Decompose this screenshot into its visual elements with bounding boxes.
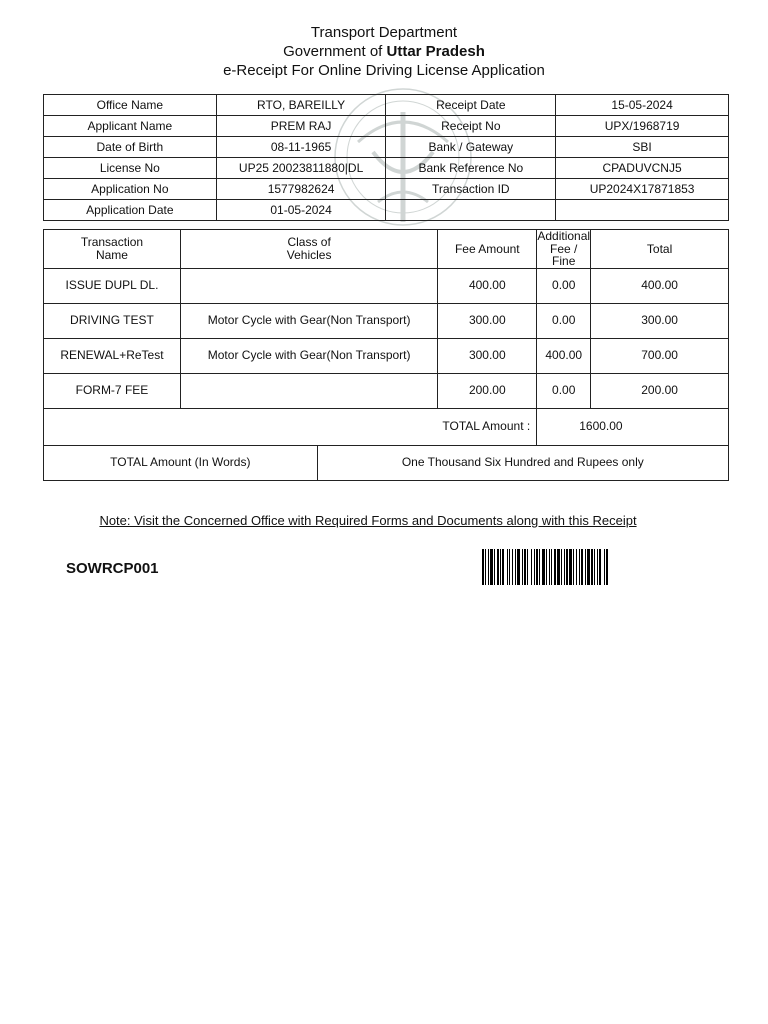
total-words-label: TOTAL Amount (In Words): [44, 445, 318, 480]
info-row: [44, 158, 729, 179]
info-label: Receipt No: [386, 116, 556, 137]
fee-row: [44, 373, 729, 408]
receipt-title: e-Receipt For Online Driving License Application: [223, 62, 545, 79]
fee-row: [44, 338, 729, 373]
total-amount-value: 1600.00: [537, 408, 729, 445]
row-total: 400.00: [591, 268, 729, 303]
vehicle-class: Motor Cycle with Gear(Non Transport): [180, 303, 437, 338]
transaction-name: DRIVING TEST: [44, 303, 181, 338]
fee-amount: 300.00: [438, 338, 537, 373]
info-value: 08-11-1965: [216, 137, 386, 158]
info-value: UP25 20023811880|DL: [216, 158, 386, 179]
info-label: Office Name: [44, 95, 217, 116]
header-additional-fee: Additional Fee / Fine: [537, 229, 591, 269]
additional-fee: 0.00: [537, 373, 591, 408]
info-row: [44, 95, 729, 116]
total-words-value: One Thousand Six Hundred and Rupees only: [317, 445, 728, 480]
info-label: [386, 200, 556, 221]
total-amount-row: [44, 408, 729, 445]
header-total: Total: [591, 230, 729, 269]
info-value: 01-05-2024: [216, 200, 386, 221]
total-amount-label: TOTAL Amount :: [44, 408, 537, 445]
vehicle-class: [180, 268, 437, 303]
info-value: UP2024X17871853: [556, 179, 729, 200]
office-visit-note: Note: Visit the Concerned Office with Required Forms and Documents along with this Receipt: [99, 513, 637, 528]
info-label: Bank / Gateway: [386, 137, 556, 158]
info-value: SBI: [556, 137, 729, 158]
vehicle-class: Motor Cycle with Gear(Non Transport): [180, 338, 437, 373]
info-value: UPX/1968719: [556, 116, 729, 137]
transaction-name: FORM-7 FEE: [44, 373, 181, 408]
info-label: Applicant Name: [44, 116, 217, 137]
info-label: Date of Birth: [44, 137, 217, 158]
header-transaction-name: Transaction Name: [44, 230, 181, 269]
applicant-info-table: [43, 94, 729, 221]
info-value: 15-05-2024: [556, 95, 729, 116]
info-value: CPADUVCNJ5: [556, 158, 729, 179]
info-row: [44, 137, 729, 158]
additional-fee: 0.00: [537, 303, 591, 338]
government-title: [0, 43, 768, 60]
info-value: 1577982624: [216, 179, 386, 200]
header-fee-amount: Fee Amount: [438, 230, 537, 269]
info-label: Application No: [44, 179, 217, 200]
department-title: Transport Department: [310, 24, 458, 41]
fee-amount: 300.00: [438, 303, 537, 338]
row-total: 700.00: [591, 338, 729, 373]
info-label: License No: [44, 158, 217, 179]
receipt-barcode: [482, 549, 718, 585]
info-row: [44, 116, 729, 137]
additional-fee: 400.00: [537, 338, 591, 373]
info-value: [556, 200, 729, 221]
info-label: Application Date: [44, 200, 217, 221]
fee-table-header: [44, 230, 729, 269]
transaction-name: ISSUE DUPL DL.: [44, 268, 181, 303]
form-code: SOWRCP001: [66, 560, 159, 577]
info-label: Bank Reference No: [386, 158, 556, 179]
row-total: 300.00: [591, 303, 729, 338]
fee-table: [43, 229, 729, 481]
info-row: [44, 200, 729, 221]
info-value: RTO, BAREILLY: [216, 95, 386, 116]
info-value: PREM RAJ: [216, 116, 386, 137]
vehicle-class: [180, 373, 437, 408]
additional-fee: 0.00: [537, 268, 591, 303]
fee-row: [44, 303, 729, 338]
info-row: [44, 179, 729, 200]
transaction-name: RENEWAL+ReTest: [44, 338, 181, 373]
header-class-of-vehicles: Class of Vehicles: [180, 230, 437, 269]
state-name: Uttar Pradesh: [386, 43, 485, 60]
government-prefix: Government of: [283, 43, 387, 60]
info-label: Receipt Date: [386, 95, 556, 116]
fee-row: [44, 268, 729, 303]
info-label: Transaction ID: [386, 179, 556, 200]
row-total: 200.00: [591, 373, 729, 408]
total-words-row: [44, 445, 729, 480]
fee-amount: 400.00: [438, 268, 537, 303]
fee-amount: 200.00: [438, 373, 537, 408]
